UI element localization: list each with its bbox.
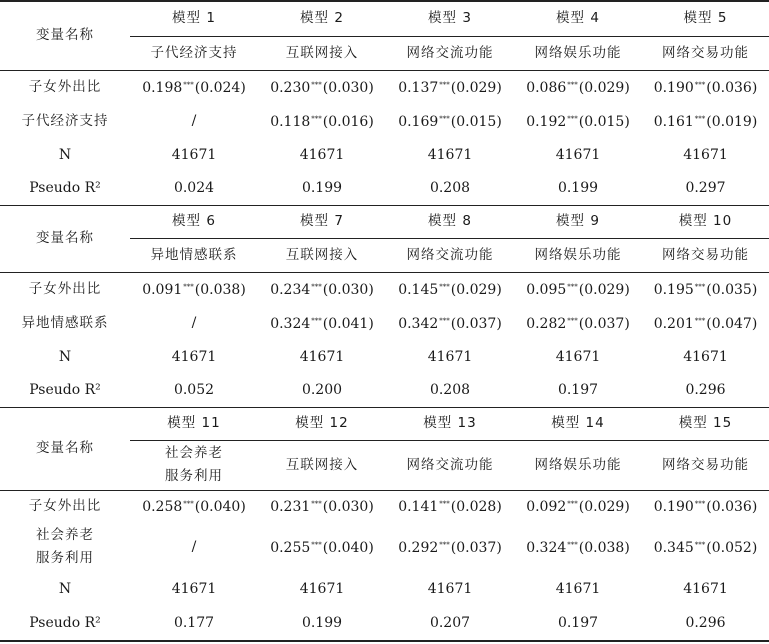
cell-value bbox=[683, 578, 728, 601]
significance-stars: *** bbox=[439, 283, 450, 291]
cell-value bbox=[430, 177, 470, 200]
coefficient: 0.199 bbox=[301, 614, 343, 631]
coefficient: 0.024 bbox=[173, 180, 215, 196]
model-label: 模型 15 bbox=[678, 415, 733, 431]
cell-value bbox=[398, 276, 502, 302]
cell-value bbox=[654, 534, 758, 560]
variable-name-header: 变量名称 bbox=[36, 27, 94, 43]
table-cell bbox=[130, 340, 258, 374]
coefficient: 41671 bbox=[555, 348, 601, 365]
dependent-variable-label: 互联网接入 bbox=[285, 44, 359, 61]
table-cell bbox=[130, 572, 258, 606]
cell-value bbox=[558, 379, 598, 402]
cell-value bbox=[174, 177, 214, 200]
table-cell bbox=[386, 306, 514, 340]
dependent-variable-label: 网络交易功能 bbox=[662, 246, 749, 263]
row-label: Pseudo R² bbox=[29, 614, 101, 631]
coefficient: 0.199 bbox=[301, 180, 343, 196]
coefficient: 0.230 bbox=[270, 80, 311, 96]
cell-value bbox=[270, 108, 374, 134]
standard-error: (0.036) bbox=[706, 80, 758, 96]
table-cell bbox=[386, 172, 514, 205]
cell-value bbox=[556, 346, 601, 369]
model-label: 模型 9 bbox=[556, 213, 600, 229]
cell-value bbox=[654, 310, 758, 336]
coefficient: 0.207 bbox=[429, 614, 471, 631]
model-label: 模型 4 bbox=[556, 10, 600, 26]
cell-value bbox=[428, 346, 473, 369]
table-cell bbox=[258, 70, 386, 104]
coefficient: 0.258 bbox=[142, 499, 183, 515]
standard-error: (0.036) bbox=[706, 499, 758, 515]
standard-error: (0.029) bbox=[578, 282, 630, 298]
table-cell bbox=[514, 70, 642, 104]
coefficient: 0.208 bbox=[429, 382, 471, 398]
row-label: 子女外出比 bbox=[28, 497, 102, 514]
dependent-variable-label: 网络娱乐功能 bbox=[534, 44, 622, 61]
cell-value bbox=[526, 74, 630, 100]
coefficient: 0.161 bbox=[653, 114, 694, 130]
coefficient: 0.195 bbox=[653, 282, 694, 298]
dependent-variable-label: 异地情感联系 bbox=[150, 246, 238, 263]
row-label: Pseudo R² bbox=[29, 382, 101, 398]
coefficient: 0.200 bbox=[301, 382, 343, 398]
model-label: 模型 1 bbox=[172, 10, 216, 26]
table-cell bbox=[130, 70, 258, 104]
table-cell bbox=[130, 606, 258, 640]
cell-value bbox=[302, 612, 342, 635]
cell-value bbox=[172, 144, 217, 167]
significance-stars: *** bbox=[311, 541, 322, 549]
standard-error: (0.015) bbox=[450, 114, 502, 130]
table-rule bbox=[0, 205, 769, 206]
header-subrule bbox=[130, 36, 769, 37]
table-cell bbox=[130, 104, 258, 138]
significance-stars: *** bbox=[694, 541, 706, 549]
cell-value bbox=[192, 312, 197, 335]
model-label: 模型 5 bbox=[683, 10, 728, 26]
table-cell bbox=[258, 490, 386, 522]
significance-stars: *** bbox=[183, 500, 194, 508]
coefficient: 0.095 bbox=[526, 282, 567, 298]
coefficient: 0.197 bbox=[557, 382, 599, 398]
dependent-variable-label: 网络交易功能 bbox=[662, 44, 749, 61]
significance-stars: *** bbox=[183, 81, 194, 89]
significance-stars: *** bbox=[567, 500, 578, 508]
coefficient: 41671 bbox=[299, 348, 345, 365]
significance-stars: *** bbox=[311, 317, 322, 325]
table-cell bbox=[386, 606, 514, 640]
significance-stars: *** bbox=[439, 500, 450, 508]
cell-value bbox=[526, 276, 630, 302]
table-cell bbox=[642, 172, 769, 205]
cell-value bbox=[685, 379, 725, 402]
coefficient: 0.145 bbox=[398, 282, 439, 298]
cell-value bbox=[685, 177, 725, 200]
significance-stars: *** bbox=[311, 283, 322, 291]
table-cell bbox=[514, 374, 642, 407]
row-label: 子女外出比 bbox=[28, 280, 102, 297]
coefficient: 0.292 bbox=[398, 540, 439, 556]
coefficient: 0.231 bbox=[270, 499, 311, 515]
table-cell bbox=[258, 522, 386, 572]
table-cell bbox=[642, 374, 769, 407]
table-cell bbox=[386, 572, 514, 606]
table-cell bbox=[386, 70, 514, 104]
significance-stars: *** bbox=[567, 317, 578, 325]
dependent-variable-label: 互联网接入 bbox=[285, 246, 359, 263]
table-cell bbox=[642, 522, 769, 572]
cell-value bbox=[685, 612, 725, 635]
standard-error: (0.040) bbox=[194, 499, 246, 515]
cell-value bbox=[683, 346, 728, 369]
model-label: 模型 10 bbox=[678, 213, 733, 229]
cell-value bbox=[398, 493, 502, 519]
table-cell bbox=[514, 306, 642, 340]
model-label: 模型 14 bbox=[551, 415, 605, 431]
coefficient: 0.092 bbox=[526, 499, 567, 515]
row-label: 子女外出比 bbox=[28, 78, 102, 95]
cell-value bbox=[142, 493, 246, 519]
coefficient: 0.091 bbox=[142, 282, 183, 298]
cell-value bbox=[302, 379, 342, 402]
standard-error: (0.037) bbox=[450, 540, 502, 556]
coefficient: 0.198 bbox=[142, 80, 183, 96]
cell-value bbox=[654, 108, 758, 134]
model-label: 模型 11 bbox=[167, 415, 221, 431]
dependent-variable-label: 网络娱乐功能 bbox=[534, 456, 622, 473]
table-rule bbox=[0, 407, 769, 408]
coefficient: 41671 bbox=[171, 580, 217, 597]
cell-value bbox=[270, 310, 374, 336]
table-cell bbox=[258, 172, 386, 205]
table-cell bbox=[514, 490, 642, 522]
cell-value bbox=[556, 578, 601, 601]
significance-stars: *** bbox=[311, 81, 322, 89]
standard-error: (0.030) bbox=[322, 499, 374, 515]
coefficient: 0.169 bbox=[398, 114, 439, 130]
cell-value bbox=[558, 177, 598, 200]
significance-stars: *** bbox=[439, 115, 450, 123]
dependent-variable-label: 网络交流功能 bbox=[406, 456, 494, 473]
standard-error: (0.047) bbox=[706, 316, 758, 332]
model-label: 模型 3 bbox=[428, 10, 472, 26]
cell-value bbox=[270, 74, 374, 100]
cell-value bbox=[142, 276, 246, 302]
cell-value bbox=[270, 493, 374, 519]
standard-error: (0.024) bbox=[194, 80, 246, 96]
model-label: 模型 6 bbox=[172, 213, 216, 229]
row-label: 社会养老 服务利用 bbox=[36, 527, 94, 566]
table-cell bbox=[642, 70, 769, 104]
standard-error: (0.038) bbox=[194, 282, 246, 298]
table-cell bbox=[514, 172, 642, 205]
table-cell bbox=[514, 138, 642, 172]
variable-name-header: 变量名称 bbox=[36, 440, 94, 456]
significance-stars: *** bbox=[694, 283, 706, 291]
coefficient: 41671 bbox=[171, 146, 217, 163]
coefficient: 0.324 bbox=[270, 316, 311, 332]
cell-value bbox=[654, 74, 758, 100]
table-cell bbox=[642, 340, 769, 374]
standard-error: (0.038) bbox=[578, 540, 630, 556]
header-bottom-rule bbox=[0, 70, 769, 71]
significance-stars: *** bbox=[439, 541, 450, 549]
cell-value bbox=[430, 379, 470, 402]
table-cell bbox=[642, 272, 769, 306]
row-label: N bbox=[58, 580, 72, 597]
coefficient: 0.345 bbox=[653, 540, 694, 556]
table-cell bbox=[514, 522, 642, 572]
significance-stars: *** bbox=[439, 81, 450, 89]
coefficient: 0.297 bbox=[685, 180, 726, 196]
coefficient: 0.190 bbox=[653, 80, 694, 96]
table-bottom-rule bbox=[0, 640, 769, 642]
coefficient: 41671 bbox=[555, 146, 601, 163]
significance-stars: *** bbox=[183, 283, 194, 291]
table-rule bbox=[0, 0, 769, 2]
cell-value bbox=[398, 108, 502, 134]
cell-value bbox=[142, 74, 246, 100]
coefficient: 41671 bbox=[427, 146, 473, 163]
coefficient: 0.192 bbox=[526, 114, 567, 130]
table-cell bbox=[386, 522, 514, 572]
coefficient: 0.177 bbox=[173, 614, 215, 631]
standard-error: (0.029) bbox=[450, 80, 502, 96]
cell-value bbox=[174, 612, 214, 635]
significance-stars: *** bbox=[694, 500, 706, 508]
coefficient: 41671 bbox=[299, 146, 345, 163]
significance-stars: *** bbox=[694, 115, 706, 123]
coefficient: 0.137 bbox=[398, 80, 439, 96]
table-cell bbox=[130, 138, 258, 172]
cell-value bbox=[172, 578, 217, 601]
standard-error: (0.041) bbox=[322, 316, 374, 332]
coefficient: 0.282 bbox=[526, 316, 567, 332]
significance-stars: *** bbox=[567, 115, 578, 123]
table-cell bbox=[258, 606, 386, 640]
standard-error: (0.030) bbox=[322, 80, 374, 96]
table-cell bbox=[642, 572, 769, 606]
cell-value bbox=[270, 276, 374, 302]
table-cell bbox=[258, 138, 386, 172]
cell-value bbox=[654, 493, 758, 519]
table-cell bbox=[386, 104, 514, 138]
table-cell bbox=[642, 490, 769, 522]
standard-error: (0.029) bbox=[578, 499, 630, 515]
significance-stars: *** bbox=[311, 115, 322, 123]
header-subrule bbox=[130, 238, 769, 239]
standard-error: (0.029) bbox=[450, 282, 502, 298]
cell-value bbox=[428, 578, 473, 601]
cell-value bbox=[300, 346, 345, 369]
coefficient: 0.190 bbox=[653, 499, 694, 515]
dependent-variable-label: 互联网接入 bbox=[285, 456, 359, 473]
coefficient: 0.255 bbox=[270, 540, 311, 556]
coefficient: / bbox=[191, 314, 197, 331]
standard-error: (0.037) bbox=[450, 316, 502, 332]
table-cell bbox=[642, 138, 769, 172]
coefficient: 0.197 bbox=[557, 614, 599, 631]
table-cell bbox=[130, 522, 258, 572]
coefficient: 0.199 bbox=[557, 180, 599, 196]
table-cell bbox=[642, 306, 769, 340]
cell-value bbox=[192, 110, 197, 133]
row-label: N bbox=[58, 348, 72, 365]
cell-value bbox=[192, 536, 197, 559]
coefficient: 0.296 bbox=[685, 614, 726, 631]
table-cell bbox=[514, 572, 642, 606]
standard-error: (0.028) bbox=[450, 499, 502, 515]
model-label: 模型 8 bbox=[428, 213, 472, 229]
cell-value bbox=[174, 379, 214, 402]
row-label: 子代经济支持 bbox=[21, 112, 109, 129]
coefficient: 41671 bbox=[683, 580, 728, 597]
table-cell bbox=[258, 572, 386, 606]
cell-value bbox=[556, 144, 601, 167]
cell-value bbox=[526, 493, 630, 519]
table-cell bbox=[642, 104, 769, 138]
variable-name-header: 变量名称 bbox=[36, 230, 94, 246]
standard-error: (0.030) bbox=[322, 282, 374, 298]
coefficient: 0.201 bbox=[653, 316, 694, 332]
standard-error: (0.029) bbox=[578, 80, 630, 96]
table-cell bbox=[386, 340, 514, 374]
standard-error: (0.035) bbox=[706, 282, 758, 298]
cell-value bbox=[683, 144, 728, 167]
row-label: N bbox=[58, 146, 72, 163]
table-cell bbox=[130, 172, 258, 205]
dependent-variable-label: 网络交流功能 bbox=[406, 246, 494, 263]
significance-stars: *** bbox=[567, 81, 578, 89]
coefficient: 0.208 bbox=[429, 180, 471, 196]
coefficient: 41671 bbox=[555, 580, 601, 597]
row-label: 异地情感联系 bbox=[21, 314, 109, 331]
cell-value bbox=[398, 74, 502, 100]
coefficient: 0.234 bbox=[270, 282, 311, 298]
coefficient: 0.324 bbox=[526, 540, 567, 556]
coefficient: 41671 bbox=[683, 348, 728, 365]
coefficient: 41671 bbox=[299, 580, 345, 597]
coefficient: 0.086 bbox=[526, 80, 567, 96]
table-cell bbox=[386, 138, 514, 172]
header-subrule bbox=[130, 440, 769, 441]
table-cell bbox=[386, 374, 514, 407]
coefficient: 41671 bbox=[171, 348, 217, 365]
dependent-variable-label: 网络娱乐功能 bbox=[534, 246, 622, 263]
dependent-variable-label: 网络交易功能 bbox=[662, 456, 749, 473]
dependent-variable-label: 社会养老 服务利用 bbox=[165, 445, 223, 484]
standard-error: (0.015) bbox=[578, 114, 630, 130]
coefficient: / bbox=[191, 112, 197, 129]
cell-value bbox=[270, 534, 374, 560]
model-label: 模型 12 bbox=[295, 415, 349, 431]
coefficient: 41671 bbox=[683, 146, 728, 163]
cell-value bbox=[654, 276, 758, 302]
coefficient: 41671 bbox=[427, 348, 473, 365]
coefficient: 0.342 bbox=[398, 316, 439, 332]
significance-stars: *** bbox=[567, 541, 578, 549]
cell-value bbox=[526, 108, 630, 134]
table-cell bbox=[258, 306, 386, 340]
table-cell bbox=[514, 104, 642, 138]
model-label: 模型 2 bbox=[300, 10, 344, 26]
coefficient: 0.052 bbox=[173, 382, 215, 398]
coefficient: 0.118 bbox=[270, 114, 311, 130]
table-cell bbox=[258, 374, 386, 407]
table-cell bbox=[258, 340, 386, 374]
standard-error: (0.016) bbox=[322, 114, 374, 130]
coefficient: / bbox=[191, 538, 197, 555]
table-cell bbox=[386, 272, 514, 306]
header-bottom-rule bbox=[0, 490, 769, 491]
table-cell bbox=[130, 374, 258, 407]
table-cell bbox=[514, 340, 642, 374]
significance-stars: *** bbox=[694, 81, 706, 89]
dependent-variable-label: 子代经济支持 bbox=[150, 44, 238, 61]
model-label: 模型 13 bbox=[423, 415, 477, 431]
standard-error: (0.040) bbox=[322, 540, 374, 556]
cell-value bbox=[398, 310, 502, 336]
cell-value bbox=[302, 177, 342, 200]
table-cell bbox=[258, 272, 386, 306]
coefficient: 0.296 bbox=[685, 382, 726, 398]
cell-value bbox=[428, 144, 473, 167]
table-cell bbox=[514, 272, 642, 306]
table-cell bbox=[130, 272, 258, 306]
coefficient: 41671 bbox=[427, 580, 473, 597]
significance-stars: *** bbox=[311, 500, 322, 508]
table-cell bbox=[386, 490, 514, 522]
dependent-variable-label: 网络交流功能 bbox=[406, 44, 494, 61]
table-cell bbox=[130, 490, 258, 522]
model-label: 模型 7 bbox=[300, 213, 344, 229]
significance-stars: *** bbox=[439, 317, 450, 325]
cell-value bbox=[526, 310, 630, 336]
row-label: Pseudo R² bbox=[29, 180, 101, 196]
table-cell bbox=[130, 306, 258, 340]
cell-value bbox=[300, 144, 345, 167]
standard-error: (0.019) bbox=[706, 114, 758, 130]
cell-value bbox=[172, 346, 217, 369]
cell-value bbox=[430, 612, 470, 635]
header-bottom-rule bbox=[0, 272, 769, 273]
cell-value bbox=[398, 534, 502, 560]
cell-value bbox=[526, 534, 630, 560]
cell-value bbox=[558, 612, 598, 635]
table-cell bbox=[514, 606, 642, 640]
table-cell bbox=[258, 104, 386, 138]
standard-error: (0.052) bbox=[706, 540, 758, 556]
coefficient: 0.141 bbox=[398, 499, 439, 515]
significance-stars: *** bbox=[567, 283, 578, 291]
cell-value bbox=[300, 578, 345, 601]
significance-stars: *** bbox=[694, 317, 706, 325]
table-cell bbox=[642, 606, 769, 640]
standard-error: (0.037) bbox=[578, 316, 630, 332]
